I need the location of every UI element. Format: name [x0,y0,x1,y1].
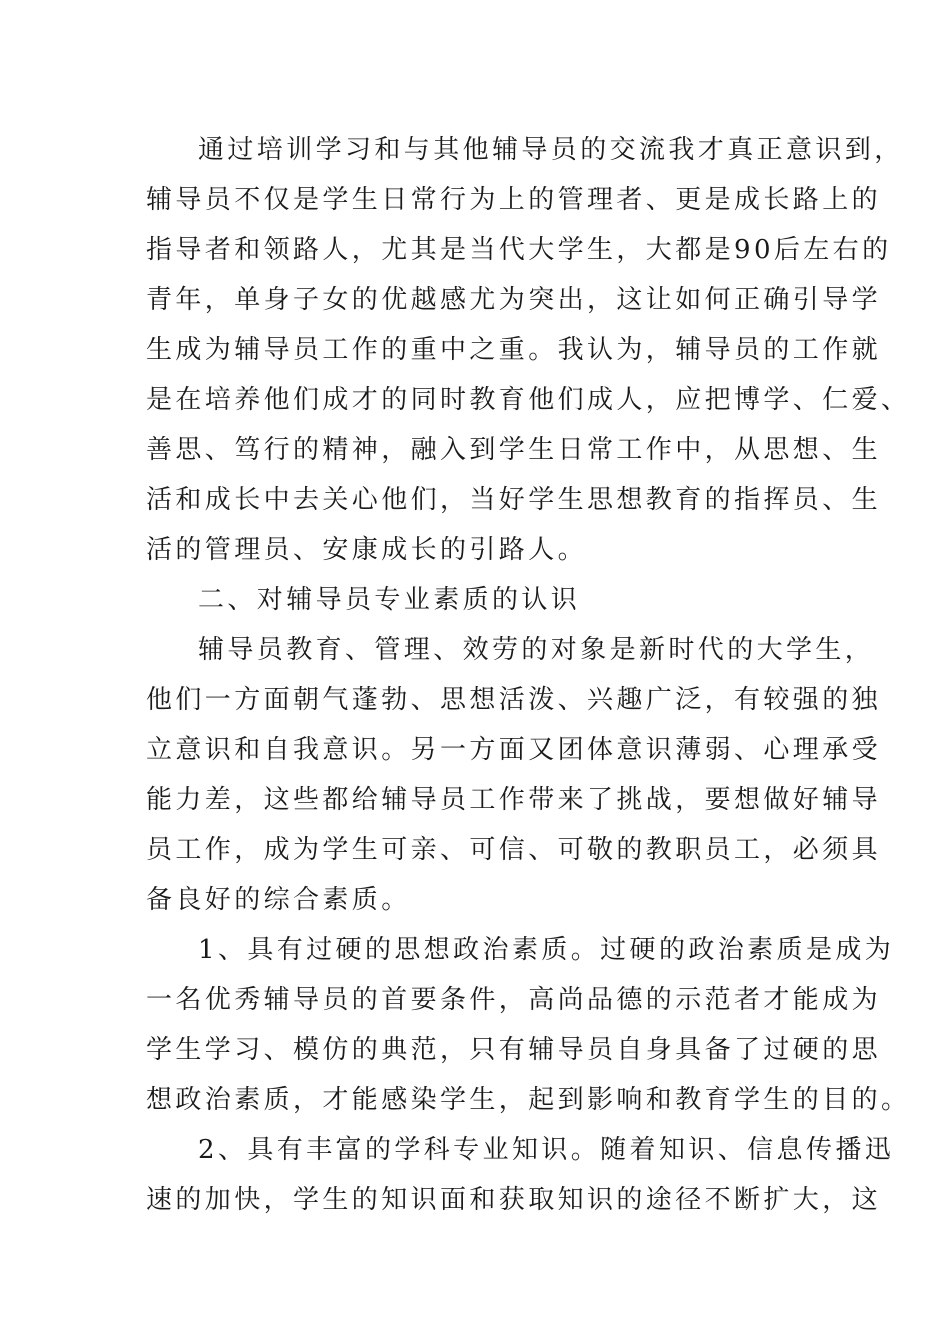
text-line: 辅导员不仅是学生日常行为上的管理者、更是成长路上的 [146,185,882,215]
text-line: 学生学习、模仿的典范，只有辅导员自身具备了过硬的思 [146,1035,882,1065]
text-line: 员工作，成为学生可亲、可信、可敬的教职员工，必须具 [146,835,882,865]
text-line: 他们一方面朝气蓬勃、思想活泼、兴趣广泛，有较强的独 [146,685,882,715]
text-line: 通过培训学习和与其他辅导员的交流我才真正意识到， [198,135,904,165]
text-line: 是在培养他们成才的同时教育他们成人，应把博学、仁爱、 [146,385,911,415]
text-line: 速的加快，学生的知识面和获取知识的途径不断扩大，这 [146,1185,882,1215]
text-line: 指导者和领路人，尤其是当代大学生，大都是90后左右的 [146,235,892,265]
text-line: 青年，单身子女的优越感尤为突出，这让如何正确引导学 [146,285,882,315]
text-line: 生成为辅导员工作的重中之重。我认为，辅导员的工作就 [146,335,882,365]
text-line: 能力差，这些都给辅导员工作带来了挑战，要想做好辅导 [146,785,882,815]
text-line: 备良好的综合素质。 [146,885,411,915]
text-line: 活的管理员、安康成长的引路人。 [146,535,588,565]
text-line: 善思、笃行的精神，融入到学生日常工作中，从思想、生 [146,435,882,465]
text-line: 立意识和自我意识。另一方面又团体意识薄弱、心理承受 [146,735,882,765]
text-line: 2、具有丰富的学科专业知识。随着知识、信息传播迅 [198,1135,895,1165]
text-line: 辅导员教育、管理、效劳的对象是新时代的大学生， [198,635,875,665]
text-line: 活和成长中去关心他们，当好学生思想教育的指挥员、生 [146,485,882,515]
section-heading: 二、对辅导员专业素质的认识 [198,585,581,615]
text-line: 一名优秀辅导员的首要条件，高尚品德的示范者才能成为 [146,985,882,1015]
text-line: 想政治素质，才能感染学生，起到影响和教育学生的目的。 [146,1085,911,1115]
text-line: 1、具有过硬的思想政治素质。过硬的政治素质是成为 [198,935,895,965]
